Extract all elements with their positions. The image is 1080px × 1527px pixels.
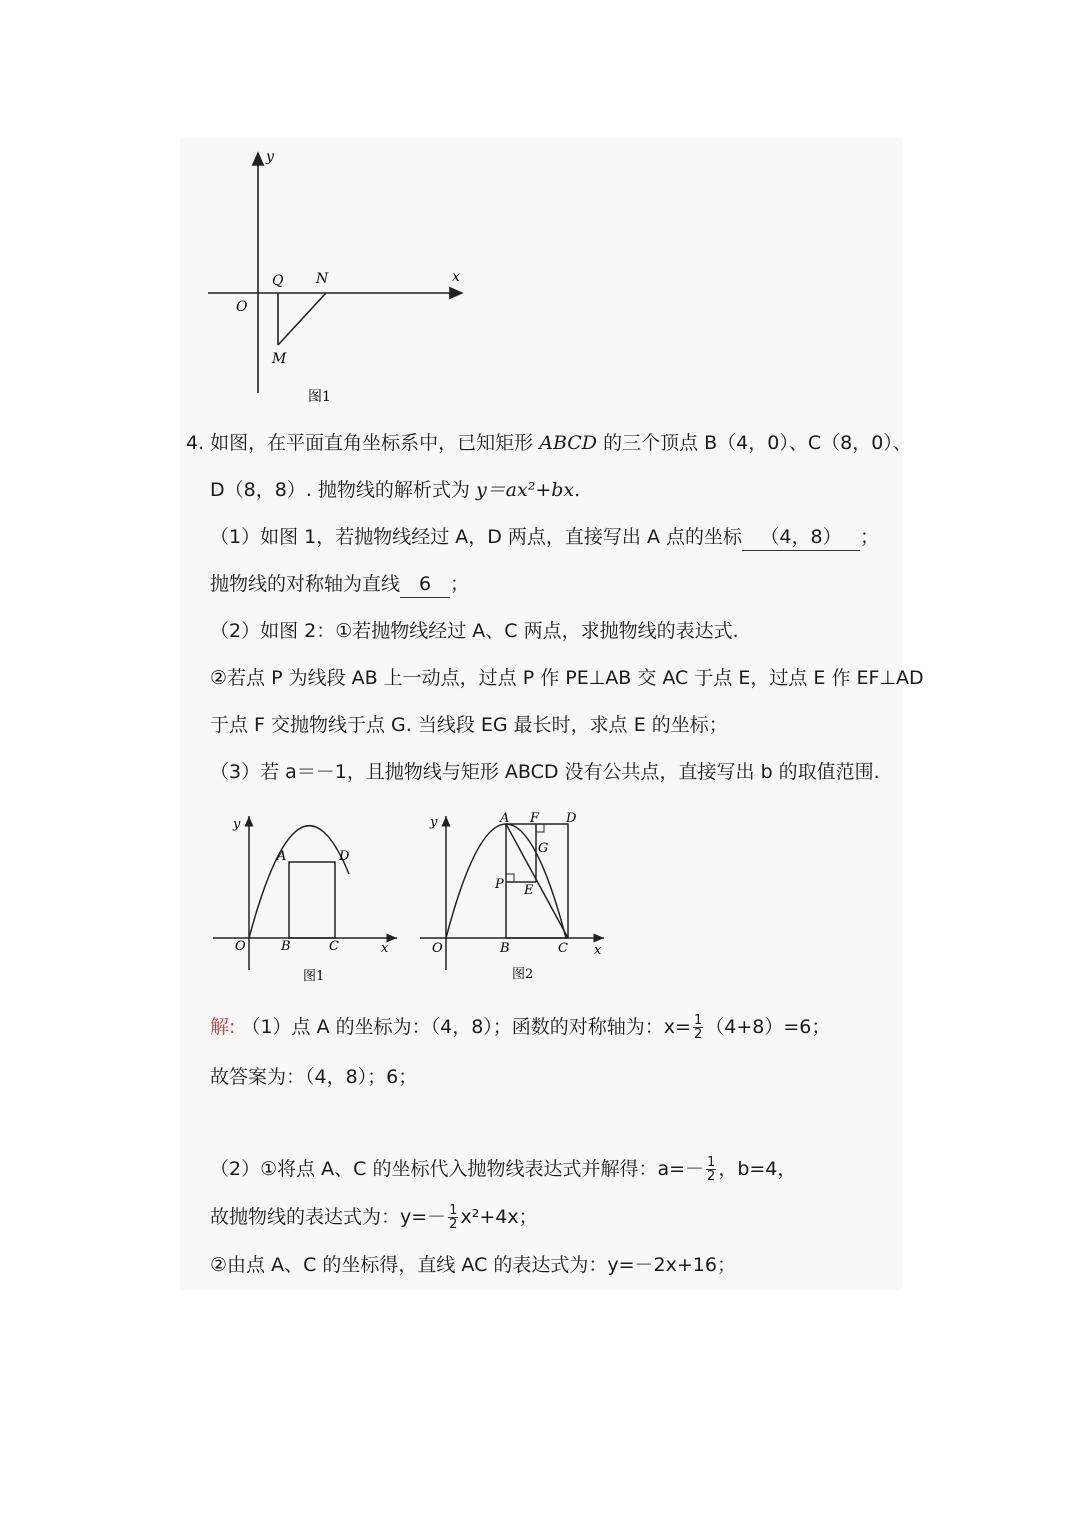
right-angle-p bbox=[506, 874, 514, 882]
point-b: B（4，0） bbox=[704, 432, 789, 454]
figure-1 bbox=[205, 808, 405, 990]
solution-line1 bbox=[210, 1014, 830, 1041]
point-d-label: D bbox=[339, 849, 350, 864]
question-2-line1: （2）如图 2：①若抛物线经过 A、C 两点，求抛物线的表达式. bbox=[210, 620, 739, 642]
point-g-label: G bbox=[538, 841, 549, 856]
point-c-label: C bbox=[558, 941, 568, 956]
point-d: D（8，8） bbox=[210, 479, 306, 501]
question-1-line1 bbox=[210, 524, 879, 551]
q1-answer-blank: （4，8） bbox=[742, 524, 860, 551]
question-2-line3: 于点 F 交抛物线于点 G. 当线段 EG 最长时，求点 E 的坐标； bbox=[210, 714, 728, 736]
rect-name: ABCD bbox=[539, 432, 598, 454]
point-o-label: O bbox=[432, 941, 443, 956]
stem-part2: . 抛物线的解析式为 bbox=[305, 479, 476, 501]
point-p-label: P bbox=[495, 877, 504, 892]
parabola-formula: y＝ax²+bx. bbox=[475, 479, 581, 501]
point-b-label: B bbox=[281, 939, 291, 954]
q1-text: （1）如图 1，若抛物线经过 A，D 两点，直接写出 A 点的坐标 bbox=[210, 526, 743, 548]
figure-top bbox=[200, 145, 480, 415]
rectangle-abcd bbox=[289, 862, 335, 938]
point-a-label: A bbox=[277, 849, 287, 864]
solution-label: 解: bbox=[210, 1016, 236, 1038]
point-m-label: M bbox=[272, 351, 287, 367]
point-d-label: D bbox=[566, 811, 577, 826]
q1b-answer-blank: 6 bbox=[400, 571, 450, 598]
fraction-half: $\frac{1}{2}$ bbox=[693, 1013, 703, 1042]
q1b-text: 抛物线的对称轴为直线 bbox=[210, 573, 401, 595]
solution-text-1: （1）点 A 的坐标为：（4，8）；函数的对称轴为：x= bbox=[241, 1016, 691, 1038]
question-2-line2: ②若点 P 为线段 AB 上一动点，过点 P 作 PE⊥AB 交 AC 于点 E，过点 E 作 EF⊥AD bbox=[210, 667, 924, 689]
solution-text-4-tail: x²+4x； bbox=[460, 1206, 538, 1228]
figure-2 bbox=[412, 808, 622, 990]
solution-text-3: （2）①将点 A、C 的坐标代入抛物线表达式并解得：a=－ bbox=[210, 1158, 705, 1180]
solution-line5: ②由点 A、C 的坐标得，直线 AC 的表达式为：y=－2x+16； bbox=[210, 1254, 736, 1276]
figure-caption: 图2 bbox=[512, 967, 534, 982]
y-label: y bbox=[233, 817, 241, 832]
solution-text-4: 故抛物线的表达式为：y=－ bbox=[210, 1206, 447, 1228]
x-label: x bbox=[594, 943, 602, 958]
figure-caption: 图1 bbox=[308, 389, 331, 405]
question-3: （3）若 a＝－1，且抛物线与矩形 ABCD 没有公共点，直接写出 b 的取值范围. bbox=[210, 761, 880, 783]
segment-ac bbox=[506, 824, 568, 938]
point-a-label: A bbox=[500, 811, 510, 826]
point-c: 、C（8，0）、 bbox=[788, 432, 912, 454]
solution-text-1-tail: （4+8）=6； bbox=[705, 1016, 831, 1038]
parabola bbox=[249, 826, 349, 938]
figure-caption: 图1 bbox=[303, 969, 325, 984]
point-n-label: N bbox=[316, 271, 329, 287]
point-b-label: B bbox=[500, 941, 510, 956]
segment-mn bbox=[278, 293, 326, 345]
solution-line2: 故答案为：（4，8）；6； bbox=[210, 1066, 418, 1088]
fraction-half: $\frac{1}{2}$ bbox=[449, 1203, 458, 1232]
solution-text-3-tail: ，b=4， bbox=[718, 1158, 797, 1180]
fraction-half: $\frac{1}{2}$ bbox=[707, 1155, 716, 1184]
stem-prefix: 4. 如图，在平面直角坐标系中，已知矩形 bbox=[186, 432, 540, 454]
point-f-label: F bbox=[530, 811, 540, 826]
problem-stem-line2 bbox=[210, 477, 580, 503]
origin-label: O bbox=[236, 299, 248, 315]
point-q-label: Q bbox=[272, 273, 284, 289]
solution-line3 bbox=[210, 1156, 796, 1183]
q1-semicolon: ； bbox=[860, 526, 880, 548]
point-o-label: O bbox=[235, 939, 246, 954]
point-c-label: C bbox=[329, 939, 339, 954]
x-label: x bbox=[452, 269, 460, 285]
question-1-line2: 抛物线的对称轴为直线 6 ； bbox=[210, 571, 469, 598]
point-e-label: E bbox=[524, 883, 534, 898]
problem-stem-line1 bbox=[186, 430, 912, 456]
stem-mid: 的三个顶点 bbox=[597, 432, 705, 454]
solution-line4 bbox=[210, 1204, 538, 1231]
y-label: y bbox=[430, 815, 438, 830]
x-label: x bbox=[381, 941, 389, 956]
y-label: y bbox=[266, 149, 274, 165]
